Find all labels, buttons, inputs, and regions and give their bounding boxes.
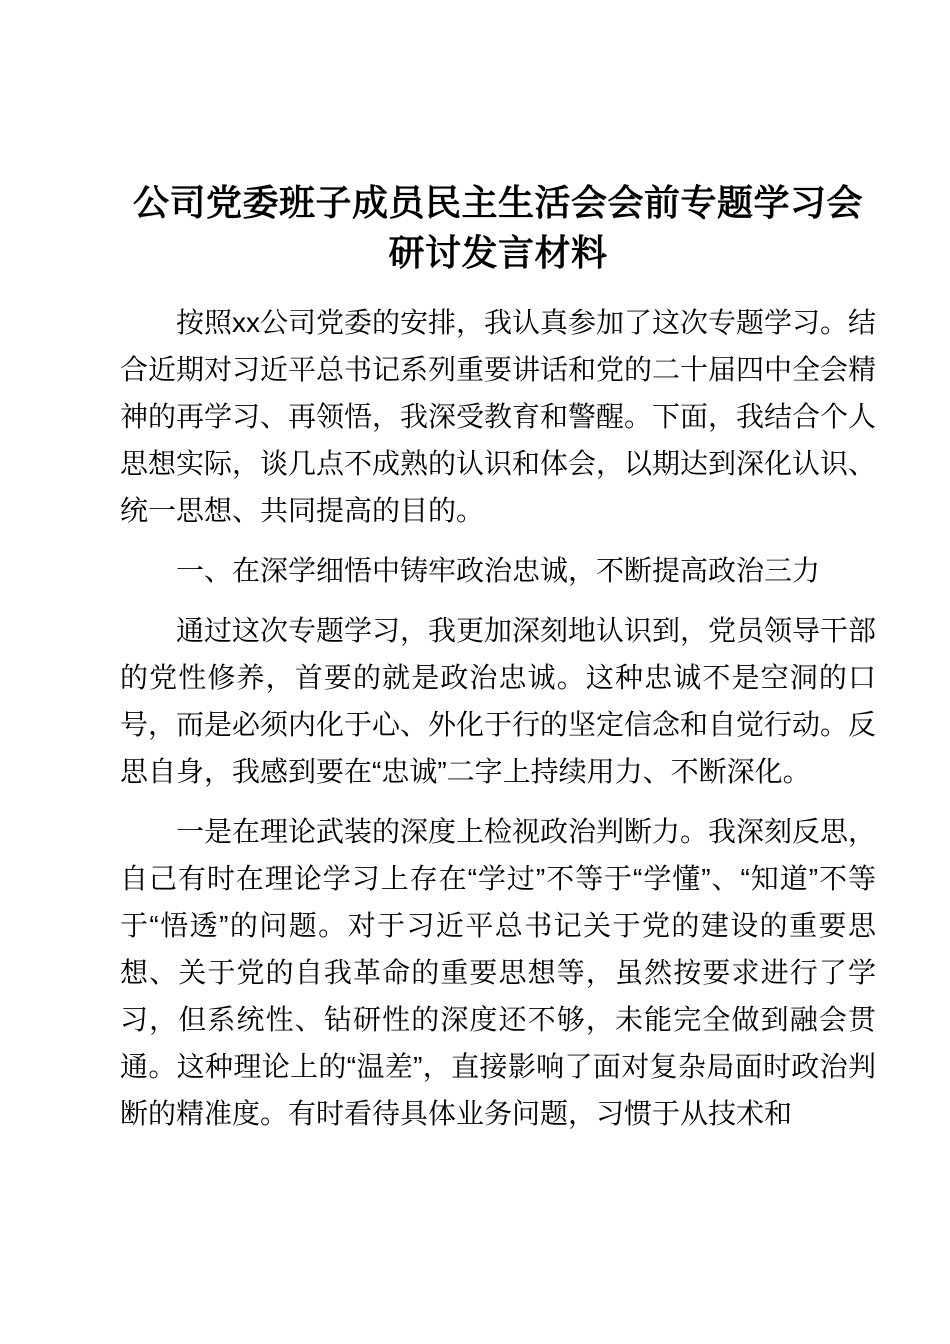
paragraph-section1-overview: 通过这次专题学习，我更加深刻地认识到，党员领导干部的党性修养，首要的就是政治忠诚。这种忠诚不是空洞的口号，而是必须内化于心、外化于行的坚定信念和自觉行动。反思自身，我感到要在“忠诚”二字上持续用力、不断深化。	[120, 615, 877, 787]
document-body	[120, 299, 876, 1137]
paragraph-section1-point1: 一是在理论武装的深度上检视政治判断力。我深刻反思，自己有时在理论学习上存在“学过”不等于“学懂”、“知道”不等于“悟透”的问题。对于习近平总书记关于党的建设的重要思想、关于党的自我革命的重要思想等，虽然按要求进行了学习，但系统性、钻研性的深度还不够，未能完全做到融会贯通。这种理论上的“温差”，直接影响了面对复杂局面时政治判断的精准度。有时看待具体业务问题，习惯于从技术和	[120, 816, 877, 1129]
document-title: 公司党委班子成员民主生活会会前专题学习会研讨发言材料	[132, 182, 863, 273]
section-heading-1: 一、在深学细悟中铸牢政治忠诚，不断提高政治三力	[176, 555, 821, 586]
paragraph-intro: 按照xx公司党委的安排，我认真参加了这次专题学习。结合近期对习近平总书记系列重要讲话和党的二十届四中全会精神的再学习、再领悟，我深受教育和警醒。下面，我结合个人思想实际，谈几点不成熟的认识和体会，以期达到深化认识、统一思想、共同提高的目的。	[120, 307, 877, 526]
